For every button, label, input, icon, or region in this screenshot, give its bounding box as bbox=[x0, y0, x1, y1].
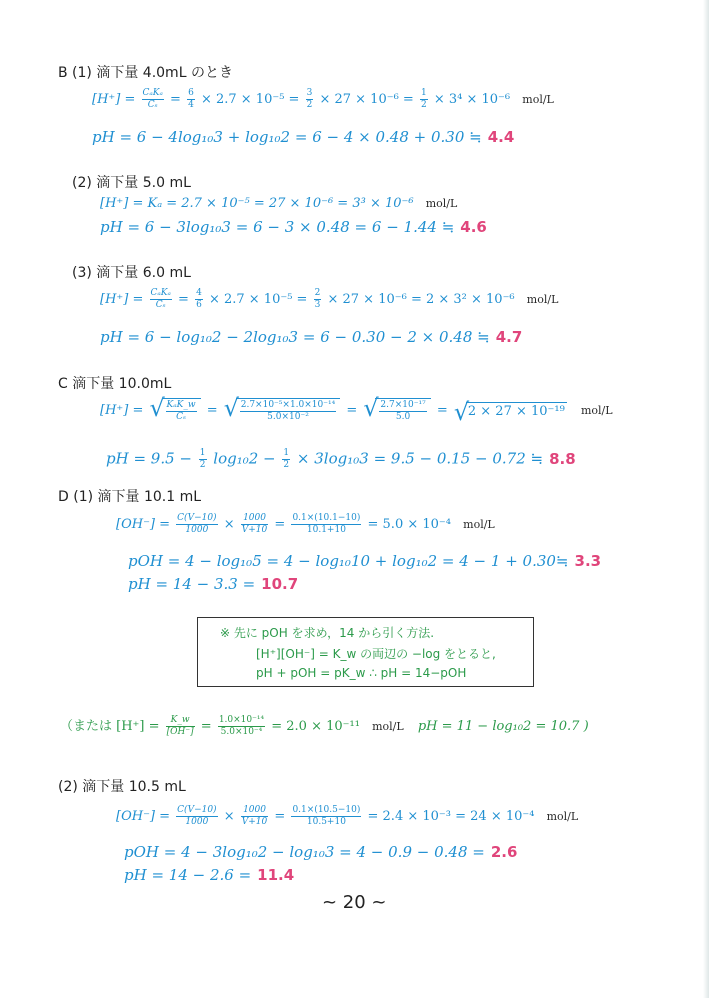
frac-den: 5.0 bbox=[395, 412, 411, 422]
fraction bbox=[176, 513, 217, 536]
frac-den: 2 bbox=[306, 100, 313, 110]
page-number: ~ 20 ~ bbox=[322, 892, 387, 913]
eq-part: = bbox=[170, 92, 186, 107]
answer-value: 4.7 bbox=[495, 328, 523, 346]
eq-part: = bbox=[178, 292, 189, 307]
frac-den: 4 bbox=[188, 100, 194, 110]
frac-den: 2 bbox=[283, 460, 290, 470]
eq-part: × 3⁴ × 10⁻⁶ bbox=[433, 92, 511, 107]
eq-part: = bbox=[200, 719, 212, 734]
eq-part: = 2.4 × 10⁻³ = 24 × 10⁻⁴ bbox=[367, 809, 535, 824]
eq-part: = bbox=[206, 403, 218, 418]
frac-num: 1000 bbox=[241, 805, 269, 817]
page-edge bbox=[703, 0, 709, 998]
frac-num: 1 bbox=[283, 448, 290, 458]
eq-part: = 2.0 × 10⁻¹¹ bbox=[271, 719, 360, 734]
sqrt-content: 2 × 27 × 10⁻¹⁹ bbox=[467, 404, 565, 419]
method-note-box bbox=[197, 617, 534, 687]
poh-expression: pOH = 4 − log₁₀5 = 4 − log₁₀10 + log₁₀2 = 4 − 1 + 0.30≒ bbox=[128, 552, 569, 570]
equation-d2-ph bbox=[124, 866, 294, 884]
fraction bbox=[176, 805, 217, 828]
equation-b3-ph bbox=[100, 328, 522, 346]
frac-num: √ 2.7×10⁻⁵×1.0×10⁻¹⁴ bbox=[240, 400, 336, 410]
unit-label: mol/L bbox=[522, 93, 554, 106]
h-expression: [H⁺] = Kₐ = 2.7 × 10⁻⁵ = 27 × 10⁻⁶ = 3³ × 10⁻⁶ bbox=[100, 196, 414, 211]
note-line-1: ※ 先に pOH を求め，14 から引く方法. bbox=[220, 626, 435, 640]
equation-d1-oh bbox=[116, 513, 495, 536]
sqrt bbox=[363, 398, 430, 423]
frac-den: 3 bbox=[314, 300, 321, 310]
frac-den: Cₛ bbox=[147, 100, 158, 110]
alt-ph-expression: pH = 11 − log₁₀2 = 10.7 ) bbox=[417, 719, 589, 734]
fraction bbox=[218, 715, 265, 738]
unit-label: mol/L bbox=[526, 293, 559, 306]
frac-num: C(V−10) bbox=[177, 805, 217, 815]
frac-den: 5.0×10⁻² bbox=[267, 412, 309, 422]
frac-num: CₐKₐ bbox=[150, 288, 171, 298]
heading-d2: (2) 滴下量 10.5 mL bbox=[58, 779, 186, 795]
heading-b2: (2) 滴下量 5.0 mL bbox=[72, 175, 191, 191]
poh-answer-value: 3.3 bbox=[574, 552, 602, 570]
ph-expression: pH = 6 − 3log₁₀3 = 6 − 3 × 0.48 = 6 − 1.44 ≒ bbox=[100, 218, 455, 236]
equation-d1-poh bbox=[128, 552, 601, 570]
fraction bbox=[150, 288, 172, 311]
answer-value: 10.7 bbox=[261, 575, 299, 593]
frac-den: 1000 bbox=[185, 817, 209, 827]
equation-d2-oh bbox=[116, 805, 578, 828]
frac-num: 6 bbox=[188, 88, 194, 98]
ph-part: log₁₀2 − bbox=[213, 449, 276, 468]
frac-num: 1 bbox=[199, 448, 206, 458]
frac-den: V+10 bbox=[241, 525, 268, 535]
equation-c-h bbox=[100, 398, 613, 423]
frac-num: CₐKₐ bbox=[142, 88, 163, 98]
frac-num: 1 bbox=[420, 88, 427, 98]
heading-b3: (3) 滴下量 6.0 mL bbox=[72, 265, 191, 281]
unit-label: mol/L bbox=[463, 518, 495, 531]
ph-part: × 3log₁₀3 = 9.5 − 0.15 − 0.72 ≒ bbox=[296, 449, 544, 468]
frac-den: 10.5+10 bbox=[306, 817, 346, 827]
fraction bbox=[195, 288, 203, 311]
heading-c: C 滴下量 10.0mL bbox=[58, 376, 172, 392]
eq-part: = bbox=[274, 517, 286, 532]
alt-prefix: （または [H⁺] = bbox=[60, 719, 160, 734]
note-line-2: [H⁺][OH⁻] = K_w の両辺の −log をとると, bbox=[256, 647, 496, 661]
frac-num: 1.0×10⁻¹⁴ bbox=[218, 715, 265, 725]
fraction bbox=[166, 715, 195, 738]
ph-expression: pH = 6 − log₁₀2 − 2log₁₀3 = 6 − 0.30 − 2 × 0.48 ≒ bbox=[100, 328, 490, 346]
equation-b1-h bbox=[92, 88, 554, 111]
fraction bbox=[241, 805, 269, 828]
equation-b3-h bbox=[100, 288, 558, 311]
sqrt bbox=[454, 402, 567, 419]
equation-b2-h bbox=[100, 196, 457, 211]
frac-num: 0.1×(10.1−10) bbox=[292, 513, 361, 523]
eq-part: = bbox=[274, 809, 286, 824]
unit-label: mol/L bbox=[546, 810, 579, 823]
frac-num: 4 bbox=[196, 288, 202, 298]
frac-den: [OH⁻] bbox=[166, 727, 194, 737]
equation-d1-ph bbox=[128, 575, 298, 593]
frac-den: 5.0×10⁻⁴ bbox=[220, 727, 263, 737]
fraction bbox=[291, 513, 361, 536]
frac-num: √ 2.7×10⁻¹⁷ bbox=[380, 400, 426, 410]
sqrt bbox=[150, 398, 201, 423]
fraction bbox=[306, 88, 314, 111]
unit-label: mol/L bbox=[372, 720, 404, 733]
frac-num: C(V−10) bbox=[177, 513, 217, 523]
equation-b2-ph bbox=[100, 218, 487, 236]
frac-den: V+10 bbox=[241, 817, 268, 827]
heading-b1: B (1) 滴下量 4.0mL のとき bbox=[58, 65, 233, 81]
frac-den: 6 bbox=[196, 300, 202, 310]
eq-part: = bbox=[436, 403, 448, 418]
answer-value: 4.6 bbox=[460, 218, 487, 236]
eq-part: × bbox=[223, 517, 235, 532]
frac-den: 1000 bbox=[185, 525, 209, 535]
ph-expression: pH = 6 − 4log₁₀3 + log₁₀2 = 6 − 4 × 0.48 + 0.30 ≒ bbox=[92, 128, 482, 146]
fraction bbox=[291, 805, 361, 828]
frac-den: Cₛ bbox=[176, 412, 186, 422]
fraction bbox=[282, 448, 290, 471]
frac-num: 3 bbox=[306, 88, 313, 98]
h-lhs: [H⁺] = bbox=[100, 403, 144, 418]
frac-num: √ KₐK_w bbox=[166, 400, 196, 410]
equation-d2-poh bbox=[124, 843, 517, 861]
fraction bbox=[187, 88, 195, 111]
sqrt bbox=[224, 398, 340, 423]
frac-den: 10.1+10 bbox=[306, 525, 346, 535]
eq-part: = bbox=[346, 403, 358, 418]
answer-value: 4.4 bbox=[487, 128, 515, 146]
equation-c-ph bbox=[106, 448, 576, 471]
frac-num: 0.1×(10.5−10) bbox=[292, 805, 361, 815]
eq-part: × bbox=[223, 809, 235, 824]
h-lhs: [H⁺] = bbox=[100, 292, 144, 307]
fraction bbox=[166, 400, 197, 423]
note-line-3: pH + pOH = pK_w ∴ pH = 14−pOH bbox=[256, 666, 467, 680]
frac-num: K_w bbox=[166, 715, 195, 727]
h-lhs: [H⁺] = bbox=[92, 92, 136, 107]
frac-den: Cₛ bbox=[155, 300, 166, 310]
fraction bbox=[142, 88, 164, 111]
eq-part: × 2.7 × 10⁻⁵ = bbox=[200, 92, 300, 107]
fraction bbox=[379, 400, 426, 423]
poh-answer-value: 2.6 bbox=[490, 843, 518, 861]
fraction bbox=[420, 88, 428, 111]
frac-den: 2 bbox=[420, 100, 427, 110]
frac-num: 1000 bbox=[241, 513, 269, 525]
answer-value: 8.8 bbox=[549, 449, 576, 468]
fraction bbox=[199, 448, 207, 471]
alternative-method bbox=[60, 715, 589, 738]
ph-part: pH = 9.5 − bbox=[106, 449, 192, 468]
eq-part: × 2.7 × 10⁻⁵ = bbox=[208, 292, 308, 307]
oh-lhs: [OH⁻] = bbox=[116, 809, 171, 824]
answer-value: 11.4 bbox=[257, 866, 295, 884]
unit-label: mol/L bbox=[425, 197, 458, 210]
fraction bbox=[241, 513, 269, 536]
ph-expression: pH = 14 − 3.3 = bbox=[128, 575, 256, 593]
frac-num: 2 bbox=[314, 288, 321, 298]
eq-part: × 27 × 10⁻⁶ = 2 × 3² × 10⁻⁶ bbox=[327, 292, 515, 307]
heading-d1: D (1) 滴下量 10.1 mL bbox=[58, 489, 202, 505]
unit-label: mol/L bbox=[580, 404, 613, 417]
equation-b1-ph bbox=[92, 128, 514, 146]
frac-den: 2 bbox=[199, 460, 206, 470]
oh-lhs: [OH⁻] = bbox=[116, 517, 171, 532]
fraction bbox=[240, 400, 336, 423]
eq-part: × 27 × 10⁻⁶ = bbox=[319, 92, 414, 107]
eq-part: = 5.0 × 10⁻⁴ bbox=[367, 517, 451, 532]
ph-expression: pH = 14 − 2.6 = bbox=[124, 866, 252, 884]
fraction bbox=[314, 288, 322, 311]
poh-expression: pOH = 4 − 3log₁₀2 − log₁₀3 = 4 − 0.9 − 0.48 = bbox=[124, 843, 485, 861]
